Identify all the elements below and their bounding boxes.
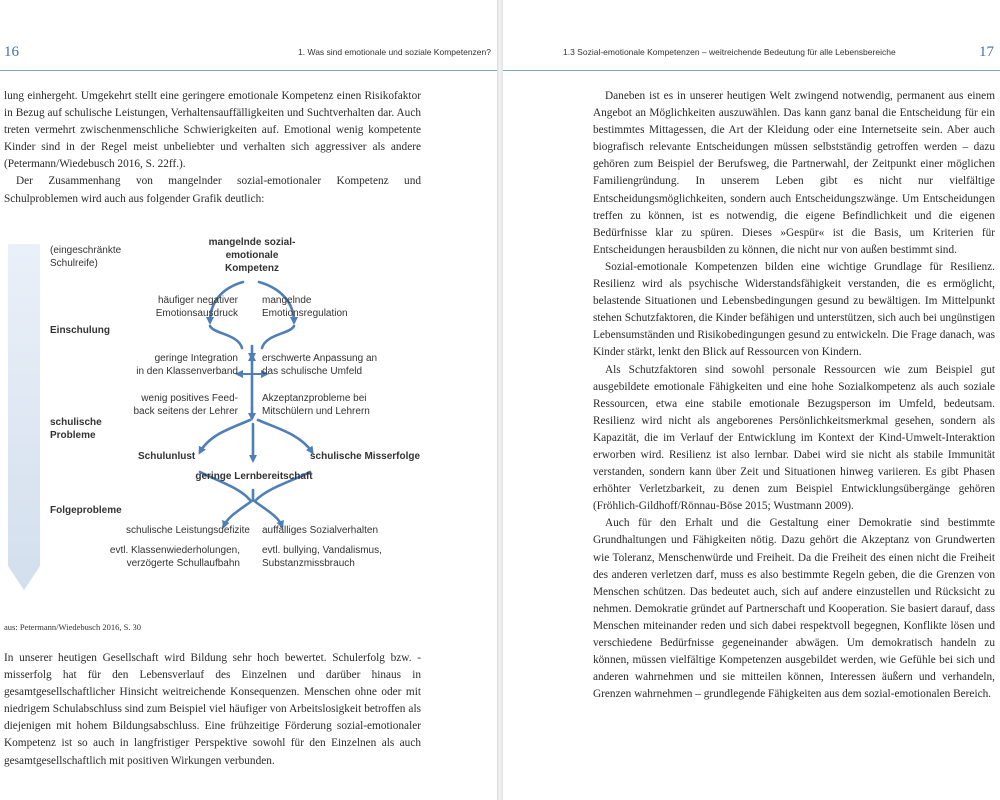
paragraph: Sozial-emotionale Kompetenzen bilden eine wichtige Grundlage für Resilienz. Resilienz wird als psychische Widerstandsfähigkeit verstanden, die es ermöglicht, belastende Situationen und Lebensbedingungen gesund zu bewältigen. Im Mittelpunkt stehen Schutzfaktoren, die Kinder befähigen und unterstützen, sich auch bei ungünstigen Lebensumständen und Risikobedingungen gesund zu entwickeln. Die Frage danach, was Kinder stärkt, lenkt den Blick auf Ressourcen von Kindern. (593, 260, 995, 359)
node-teacher-feedback: wenig positives Feed- back seitens der Lehrer (133, 393, 238, 417)
running-head: 1. Was sind emotionale und soziale Kompetenzen? (298, 47, 491, 57)
node-reluctance: Schulunlust (138, 451, 196, 462)
node-negative-emotion: häufiger negativer Emotionsausdruck (155, 295, 238, 319)
left-page (0, 0, 497, 800)
node-class-repeats: evtl. Klassenwiederholungen, verzögerte Schullaufbahn (109, 545, 240, 569)
node-social-behavior: auffälliges Sozialverhalten (262, 525, 379, 536)
right-page (503, 0, 1000, 800)
paragraph: In unserer heutigen Gesellschaft wird Bildung sehr hoch bewertet. Schulerfolg bzw. -misserfolg hat für den Lebensverlauf des Einzelnen und darüber hinaus in gesamtgesellschaftlicher Hinsicht weitreichende Konsequenzen. Menschen ohne oder mit niedrigem Schulabschluss sind zum Beispiel viel häufiger von Arbeitslosigkeit betroffen als diejenigen mit hohem Bildungsabschluss. Eine frühzeitige Förderung sozial-emotionaler Kompetenz ist so auch in langfristiger Perspektive sowohl für den Einzelnen als auch gesamtgesellschaftlich mit positiven Wirkungen verbunden. (4, 652, 421, 767)
node-school-failure: schulische Misserfolge (310, 451, 421, 462)
paragraph: Auch für den Erhalt und die Gestaltung einer Demokratie sind bestimmte Grundhaltungen und Fähigkeiten nötig. Dazu gehört die Akzeptanz von Grundwerten wie Toleranz, Menschenwürde und Freiheit. Da die Freiheit des einen nicht die Freiheit des anderen verletzen darf, muss es also bestimmte Regeln geben, die die Grenzen von Menschen schützen. Das bedeutet auch, sich auf andere einzustellen und Rücksicht zu nehmen. Demokratie gründet auf Partnerschaft und Kooperation. Sie basiert darauf, dass Menschen miteinander reden und sich dabei respektvoll begegnen, Konflikte lösen und verschiedene Bedürfnisse gegeneinander abwägen. Um demokratisch handeln zu können, müssen vielfältige Kompetenzen ausgebildet werden, wie Gefühle bei sich und anderen wahrnehmen und sie mitteilen können, Interessen äußern und verhandeln, Grenzen wahrnehmen – grundlegende Fähigkeiten aus dem sozial-emotionalen Bereich. (593, 517, 995, 701)
running-head: 1.3 Sozial-emotionale Kompetenzen – weitreichende Bedeutung für alle Lebensbereiche (563, 47, 896, 57)
node-lacking-competence: mangelnde sozial- emotionale Kompetenz (208, 237, 296, 274)
page-number: 16 (4, 44, 19, 60)
header-rule (0, 70, 497, 71)
node-integration: geringe Integration in den Klassenverband (136, 353, 238, 377)
left-text-bottom (4, 650, 421, 770)
paragraph: Der Zusammenhang von mangelnder sozial-emotionaler Kompetenz und Schulproblemen wird auch aus folgender Grafik deutlich: (4, 175, 421, 205)
paragraph: lung einhergeht. Umgekehrt stellt eine geringere emotionale Kompetenz einen Risikofaktor in Bezug auf schulische Leistungen, Verhaltensauffälligkeiten und Suchtverhalten dar. Auch treten vermehrt zwischenmenschliche Schwierigkeiten auf. Emotional wenig kompetente Kinder sind in der Regel meist unbeliebter und verhalten sich aggressiver als andere (Petermann/Wiedebusch 2016, S. 22ff.). (4, 90, 421, 171)
node-low-motivation: geringe Lernbereitschaft (195, 471, 313, 482)
stage-consequences: Folgeprobleme (50, 505, 122, 516)
stage-school-problems: schulische Probleme (50, 417, 102, 441)
node-emotion-regulation: mangelnde Emotionsregulation (262, 295, 348, 319)
node-achievement-deficits: schulische Leistungsdefizite (126, 525, 250, 536)
page-number: 17 (979, 44, 994, 60)
paragraph: Als Schutzfaktoren sind sowohl personale Ressourcen wie zum Beispiel gut ausgebildete emotionale Fähigkeiten und eine hohe Sozialkompetenz als auch soziale Ressourcen, etwa eine stabile emotionale Bezugsperson im Umfeld, bedeutsam. Resilienz wird nicht als angeborenes Persönlichkeitsmerkmal gesehen, sondern als Kapazität, die im Verlauf der Entwicklung im Kontext der Kind-Umwelt-Interaktion erworben wird. Resilienz ist also lernbar. Dabei wird sie nicht als stabile Immunität verstanden, sondern kann über Zeit und Situationen hinweg variieren. Es gibt Phasen erhöhter Verletzbarkeit, zu denen zum Beispiel Entwicklungsübergänge gehören (Fröhlich-Gildhoff/Rönnau-Böse 2015; Wustmann 2009). (593, 363, 995, 513)
left-text-top (4, 88, 421, 208)
timeline-arrow (8, 244, 40, 590)
stage-enrollment: Einschulung (50, 325, 110, 336)
diagram-graphics (0, 230, 497, 600)
figure-caption: aus: Petermann/Wiedebusch 2016, S. 30 (4, 622, 142, 632)
stage-school-readiness: (eingeschränkte Schulreife) (50, 245, 122, 269)
node-bullying: evtl. bullying, Vandalismus, Substanzmissbrauch (262, 545, 382, 569)
node-adaptation: erschwerte Anpassung an das schulische Umfeld (262, 353, 378, 377)
paragraph: Daneben ist es in unserer heutigen Welt zwingend notwendig, permanent aus einem Angebot an Möglichkeiten auszuwählen. Das kann ganz banal die Entscheidung für ein bestimmtes Mittagessen, die Art der Kleidung oder eine Internetseite sein. Aber auch biografisch relevante Entscheidungen müssen selbstständig getroffen werden – dazu gehören zum Beispiel der Berufsweg, die Partnerwahl, der Zeitpunkt einer möglichen Familiengründung. In unserem Leben gibt es nicht nur vielfältige Entscheidungsmöglichkeiten, sondern auch Entscheidungszwänge. Um Entscheidungen treffen zu können, ist es notwendig, die eigene Befindlichkeit und die eigenen Bedürfnisse klar zu spüren. Dieses »Gespür« ist die Basis, um Kriterien für Entscheidungen herausbilden zu können, die nicht nur von außen bestimmt sind. (593, 90, 995, 256)
right-text (593, 88, 995, 703)
header-rule (503, 70, 1000, 71)
school-problems-diagram (0, 230, 497, 600)
node-acceptance-problems: Akzeptanzprobleme bei Mitschülern und Lehrern (262, 393, 370, 417)
